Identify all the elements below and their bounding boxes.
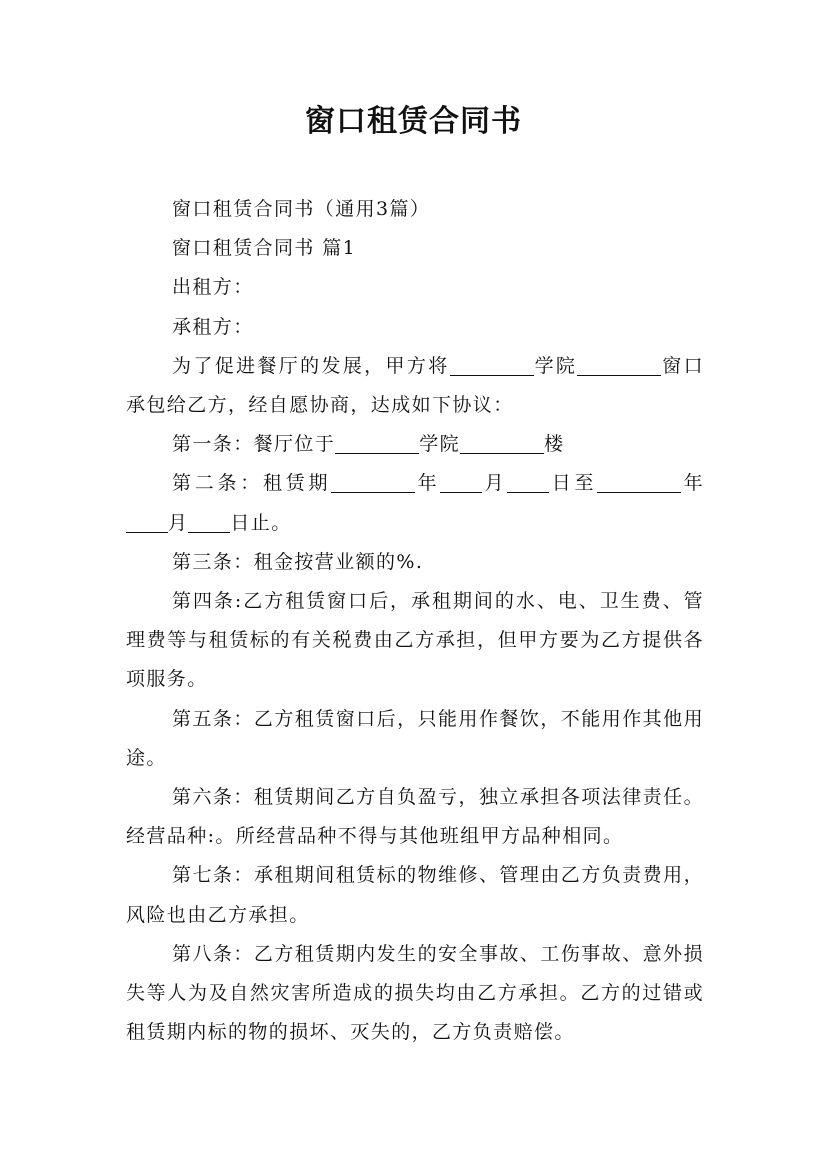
document-body (126, 190, 704, 1052)
article-1-text-2: 学院 (419, 433, 461, 456)
blank-line (440, 470, 482, 493)
document-title: 窗口租赁合同书 (305, 104, 522, 139)
article-2 (126, 464, 704, 542)
blank-line (335, 431, 419, 454)
article-2-year-1: 年 (415, 472, 441, 495)
article-4: 第四条:乙方租赁窗口后，承租期间的水、电、卫生费、管理费等与租赁标的有关税费由乙方承担，但甲方要为乙方提供各项服务。 (126, 590, 704, 691)
article-2-year-2: 年 (681, 472, 704, 495)
blank-line (577, 353, 661, 376)
intro-paragraph (126, 347, 704, 425)
article-1-text-3: 楼 (544, 433, 565, 456)
blank-line (188, 510, 230, 533)
section-heading: 窗口租赁合同书 篇1 (172, 237, 357, 260)
article-5: 第五条：乙方租赁窗口后，只能用作餐饮，不能用作其他用途。 (126, 707, 704, 769)
blank-line (126, 510, 168, 533)
article-2-day-to: 日至 (549, 472, 598, 495)
article-2-month-2: 月 (168, 511, 189, 534)
article-6: 第六条：租赁期间乙方自负盈亏，独立承担各项法律责任。经营品种:。所经营品种不得与其他班组甲方品种相同。 (126, 786, 704, 848)
article-1 (126, 425, 704, 464)
intro-text-3: 窗口承包给乙方，经自愿协商，达成如下协议： (126, 354, 704, 417)
blank-line (331, 470, 415, 493)
intro-text-1: 为了促进餐厅的发展，甲方将 (172, 354, 450, 377)
article-2-day-end: 日止。 (230, 511, 292, 534)
article-2-text-1: 第二条：租赁期 (172, 472, 332, 495)
article-1-text-1: 第一条：餐厅位于 (172, 433, 336, 456)
article-2-month-1: 月 (482, 472, 508, 495)
lessee-line: 承租方： (172, 315, 254, 338)
lessor-line: 出租方： (172, 276, 254, 299)
article-7: 第七条：承租期间租赁标的物维修、管理由乙方负责费用，风险也由乙方承担。 (126, 864, 704, 926)
blank-line (460, 431, 544, 454)
intro-text-2: 学院 (533, 354, 578, 377)
article-8: 第八条：乙方租赁期内发生的安全事故、工伤事故、意外损失等人为及自然灾害所造成的损失均由乙方承担。乙方的过错或租赁期内标的物的损坏、灭失的，乙方负责赔偿。 (126, 942, 704, 1044)
blank-line (507, 470, 549, 493)
article-3: 第三条：租金按营业额的%. (172, 550, 424, 573)
blank-line (450, 353, 534, 376)
subtitle-line: 窗口租赁合同书（通用3篇） (172, 198, 431, 220)
blank-line (597, 470, 681, 493)
